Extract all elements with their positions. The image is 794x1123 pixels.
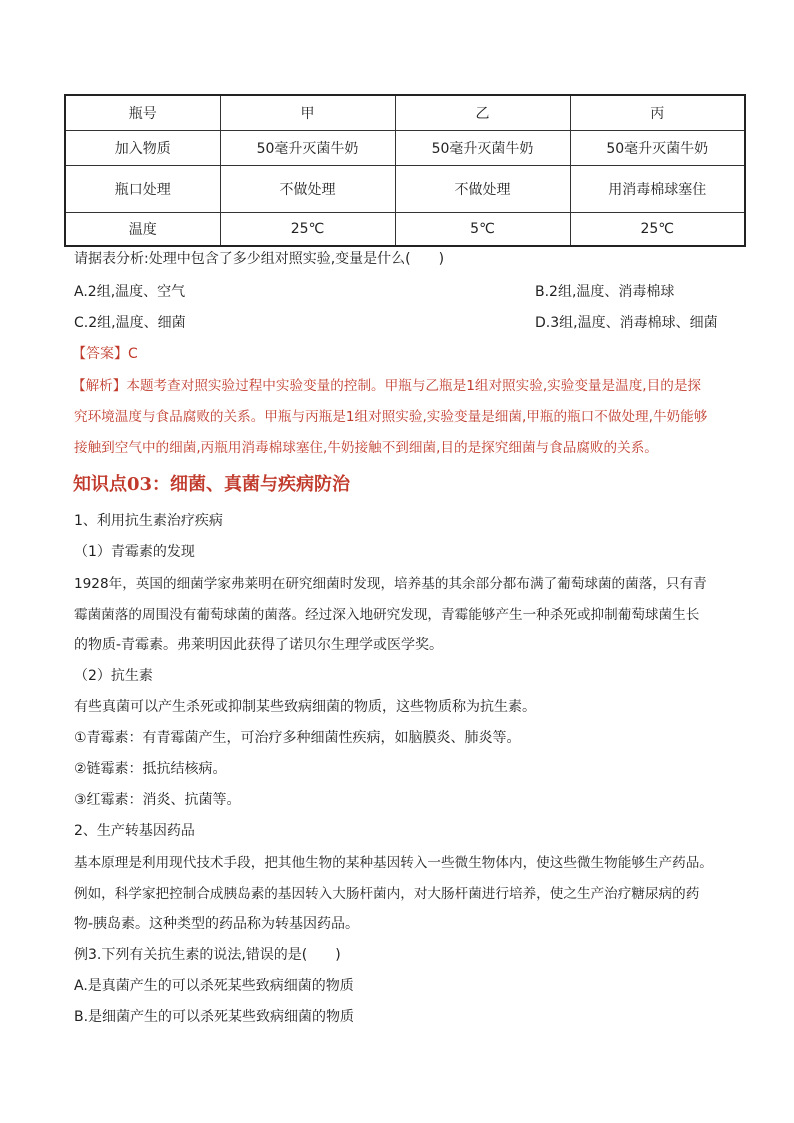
option-b: B.2组,温度、消毒棉球 [535,284,675,300]
table-cell: 温度 [65,213,220,247]
list-item: ②链霉素：抵抗结核病。 [74,761,227,777]
table-row [65,213,745,247]
table-cell: 25℃ [220,213,395,247]
paragraph-line: 有些真菌可以产生杀死或抑制某些致病细菌的物质，这些物质称为抗生素。 [74,699,536,715]
table-row [65,166,745,213]
section-title: 知识点03：细菌、真菌与疾病防治 [73,474,351,495]
option-a: A.2组,温度、空气 [74,284,186,300]
example-option-a: A.是真菌产生的可以杀死某些致病细菌的物质 [74,978,354,994]
table-cell: 瓶号 [65,95,220,131]
analysis-line-1 [72,374,701,394]
table-cell: 25℃ [570,213,745,247]
table-cell: 50毫升灭菌牛奶 [395,131,570,166]
table-cell: 不做处理 [220,166,395,213]
table-cell: 瓶口处理 [65,166,220,213]
paragraph-line: 1928年，英国的细菌学家弗莱明在研究细菌时发现，培养基的其余部分都布满了葡萄球菌的菌落，只有青 [74,576,707,592]
list-item: ③红霉素：消炎、抗菌等。 [74,792,241,808]
table-cell: 50毫升灭菌牛奶 [220,131,395,166]
paragraph-line: 的物质-青霉素。弗莱明因此获得了诺贝尔生理学或医学奖。 [74,637,444,653]
subsection-1-2: （2）抗生素 [74,668,153,684]
table-cell: 不做处理 [395,166,570,213]
option-d: D.3组,温度、消毒棉球、细菌 [535,315,718,331]
paragraph-line: 例如，科学家把控制合成胰岛素的基因转入大肠杆菌内，对大肠杆菌进行培养，使之生产治疗糖尿病的药 [74,886,700,902]
subsection-1: 1、利用抗生素治疗疾病 [74,513,223,529]
table-cell: 加入物质 [65,131,220,166]
analysis-line-3: 接触到空气中的细菌,丙瓶用消毒棉球塞住,牛奶接触不到细菌,目的是探究细菌与食品腐败的关系。 [74,440,658,456]
list-item: ①青霉素：有青霉菌产生，可治疗多种细菌性疾病，如脑膜炎、肺炎等。 [74,730,521,746]
table-cell: 丙 [570,95,745,131]
analysis-label: 【解析】 [72,378,127,394]
paragraph-line: 基本原理是利用现代技术手段，把其他生物的某种基因转入一些微生物体内，使这些微生物能够生产药品。 [74,855,713,871]
subsection-1-1: （1）青霉素的发现 [74,544,195,560]
subsection-2: 2、生产转基因药品 [74,823,195,839]
paragraph-line: 物-胰岛素。这种类型的药品称为转基因药品。 [74,916,360,932]
answer-line: 【答案】C [72,346,138,362]
table-cell: 用消毒棉球塞住 [570,166,745,213]
option-c: C.2组,温度、细菌 [74,315,186,331]
example-question: 例3.下列有关抗生素的说法,错误的是( ) [74,947,341,963]
question-text: 请据表分析:处理中包含了多少组对照实验,变量是什么( ) [74,251,445,267]
table-row [65,131,745,166]
table-cell: 50毫升灭菌牛奶 [570,131,745,166]
table-row [65,95,745,131]
analysis-text: 本题考查对照实验过程中实验变量的控制。甲瓶与乙瓶是1组对照实验,实验变量是温度,目的是探 [126,378,702,394]
analysis-line-2: 究环境温度与食品腐败的关系。甲瓶与丙瓶是1组对照实验,实验变量是细菌,甲瓶的瓶口不做处理,牛奶能够 [74,409,708,425]
table-cell: 5℃ [395,213,570,247]
experiment-table [64,94,746,247]
table-cell: 乙 [395,95,570,131]
paragraph-line: 霉菌菌落的周围没有葡萄球菌的菌落。经过深入地研究发现，青霉能够产生一种杀死或抑制葡萄球菌生长 [74,607,700,623]
example-option-b: B.是细菌产生的可以杀死某些致病细菌的物质 [74,1009,355,1025]
table-cell: 甲 [220,95,395,131]
